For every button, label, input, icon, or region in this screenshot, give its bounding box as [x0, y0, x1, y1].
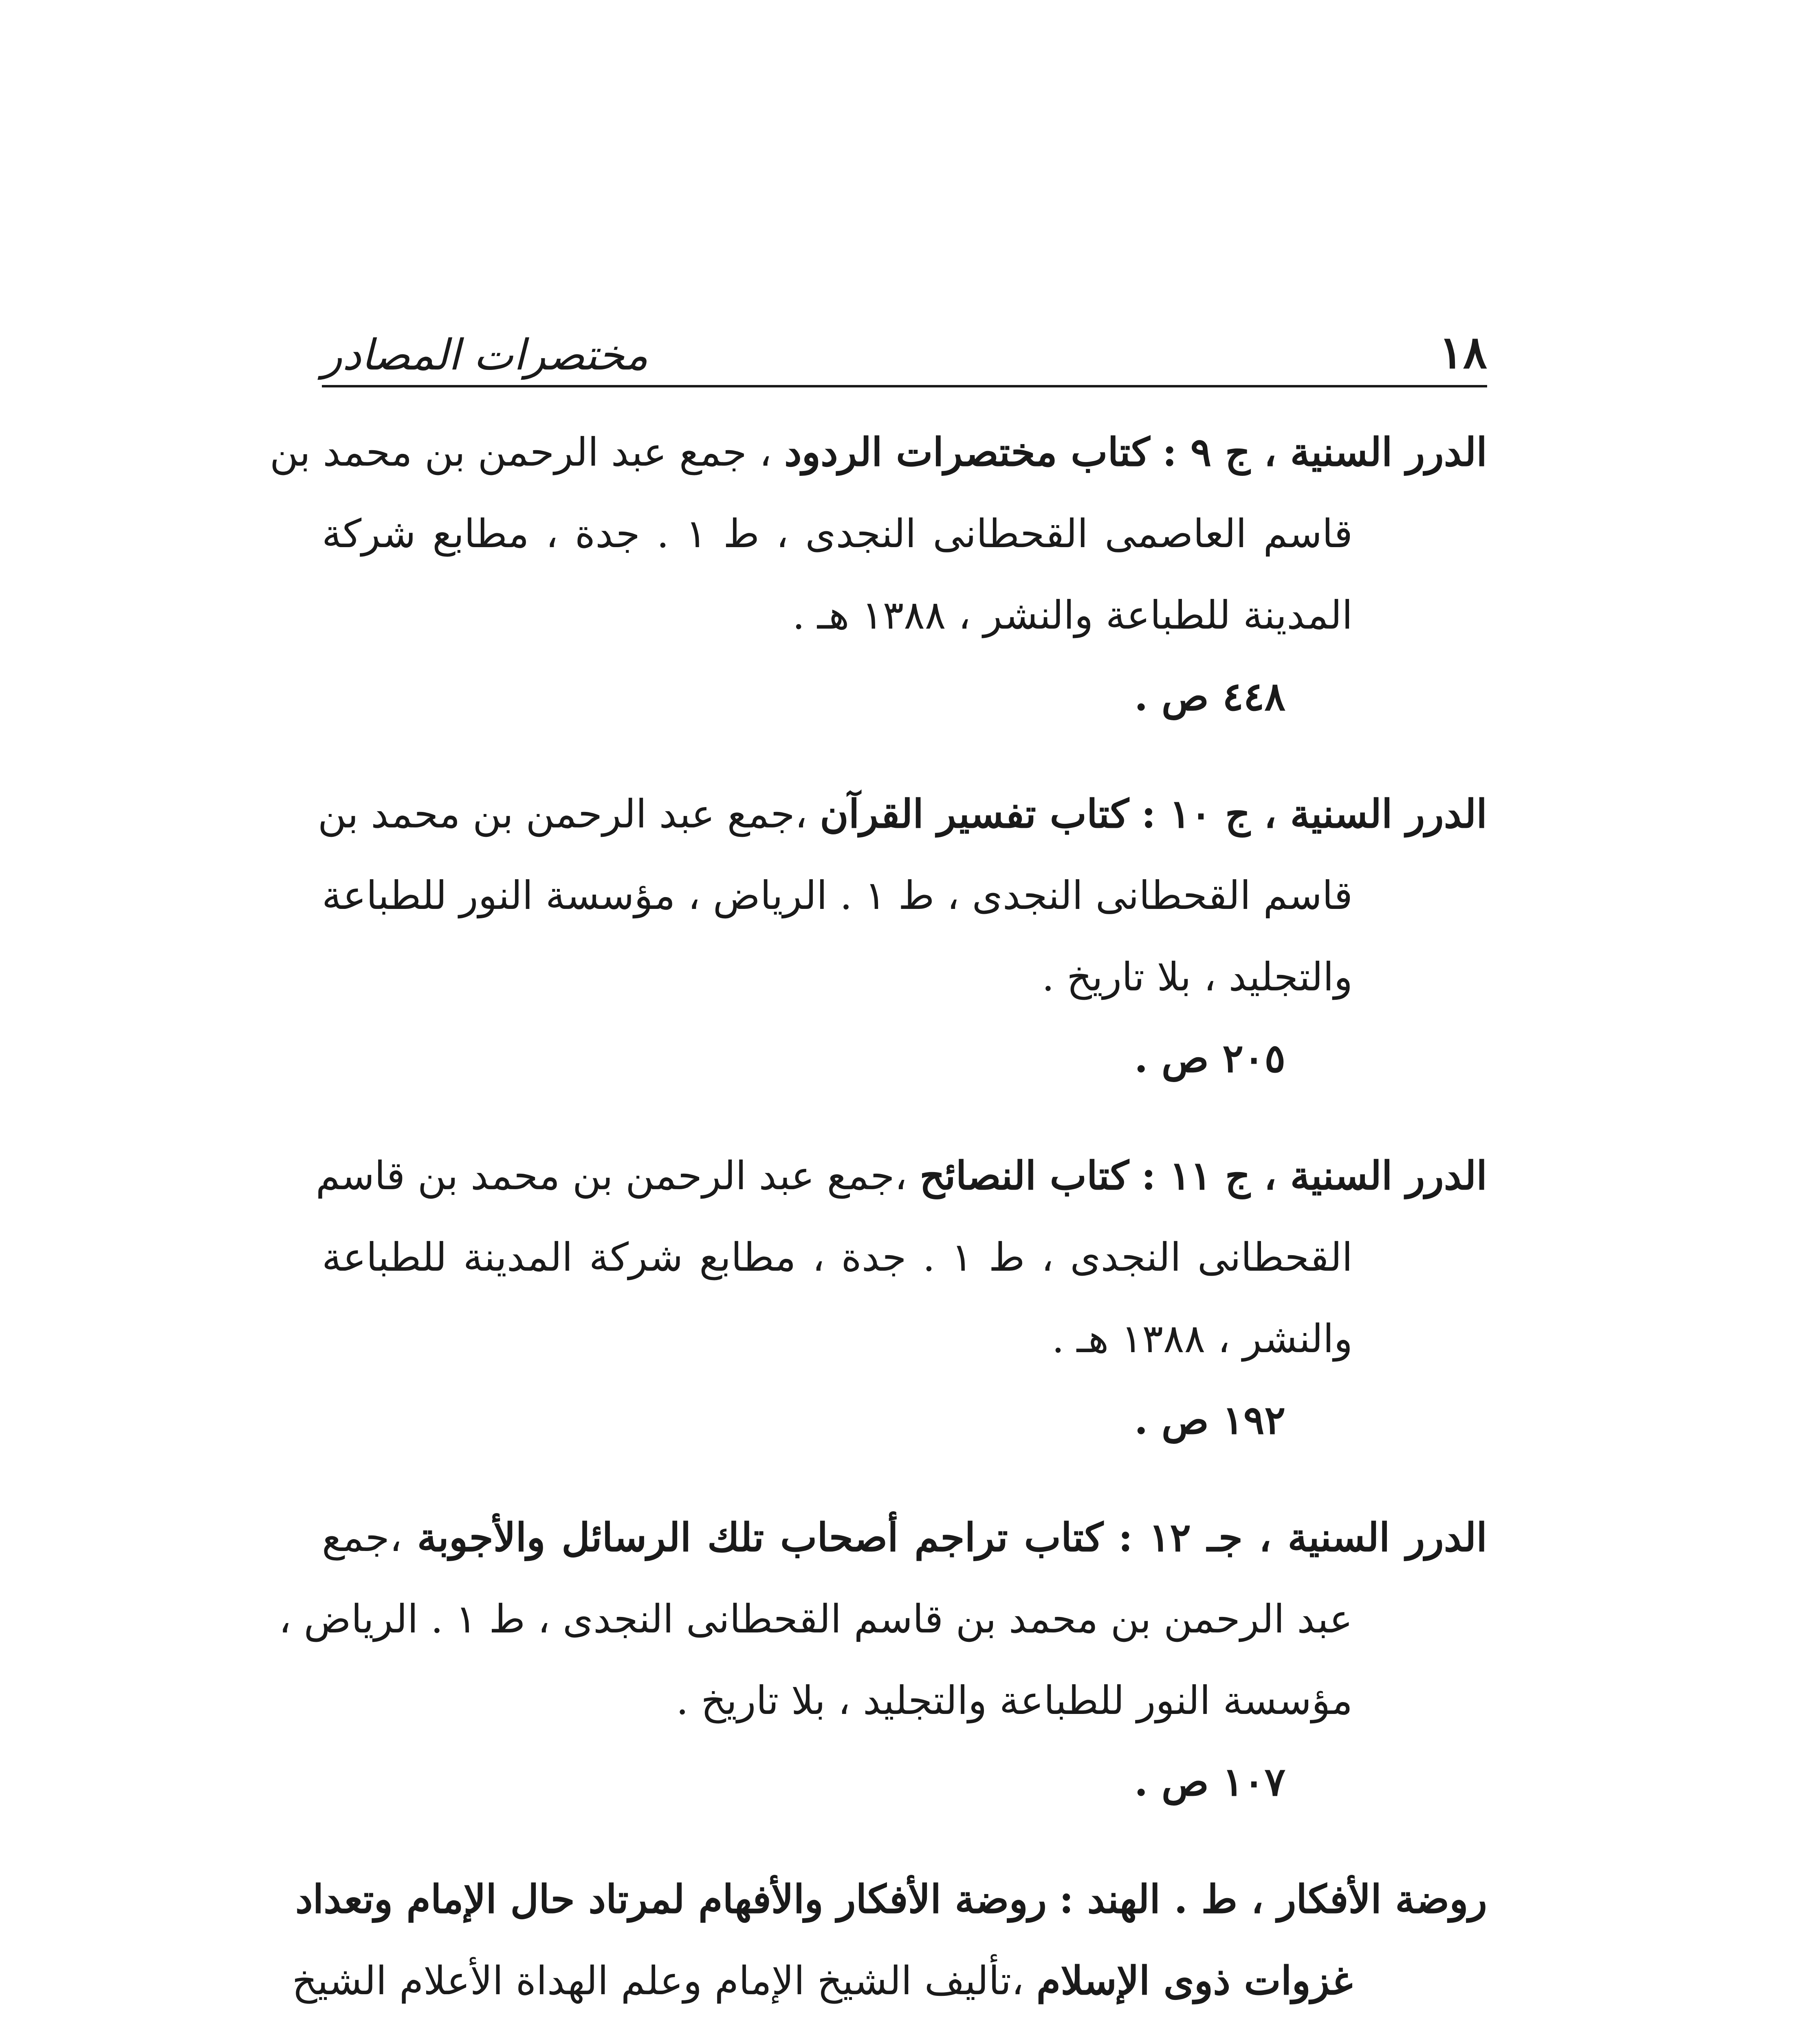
entry-line: القحطانى النجدى ، ط ١ . جدة ، مطابع شركة المدينة للطباعة: [322, 1234, 1353, 1280]
entry-line: والتجليد ، بلا تاريخ .: [1042, 954, 1353, 1000]
entry-source: الدرر السنية ، جـ ١٢ :: [1118, 1514, 1488, 1560]
bibliography-entry: [315, 1135, 1487, 1461]
entry-line: قاسم العاصمى القحطانى النجدى ، ط ١ . جدة ، مطابع شركة: [322, 511, 1353, 557]
entry-first-line: [317, 773, 1487, 855]
entry-title: كتاب تفسير القرآن: [820, 791, 1129, 837]
entry-source: الدرر السنية ، ج ٩ :: [1162, 429, 1487, 475]
entry-first-line: [322, 1497, 1487, 1578]
bibliography-entry: [317, 773, 1487, 1099]
entry-line: [322, 2022, 1353, 2037]
entry-line: عبد الرحمن بن محمد بن قاسم القحطانى النجدى ، ط ١ . الرياض ،: [279, 1596, 1353, 1642]
entry-text: ،جمع: [322, 1515, 402, 1560]
bibliography-entry: [270, 411, 1487, 737]
entry-extent: ١٠٧ ص .: [1134, 1759, 1285, 1805]
entry-source: روضة الأفكار ، ط . الهند :: [1059, 1876, 1487, 1922]
entry-first-line: [270, 411, 1487, 493]
entry-title-continued: غزوات ذوى الإسلام: [1036, 1958, 1353, 2004]
entry-line: المدينة للطباعة والنشر ، ١٣٨٨ هـ .: [792, 592, 1353, 638]
entry-extent: ١٩٢ ص .: [1134, 1397, 1285, 1443]
entry-line: [292, 1940, 1353, 2022]
entry-title: كتاب مختصرات الردود: [784, 429, 1150, 475]
page-header: [322, 322, 1487, 383]
entry-line: قاسم القحطانى النجدى ، ط ١ . الرياض ، مؤسسة النور للطباعة: [322, 873, 1353, 918]
bibliography-entry: [279, 1497, 1488, 1823]
entry-text: ، جمع عبد الرحمن بن محمد بن: [270, 429, 772, 475]
entry-line: والنشر ، ١٣٨٨ هـ .: [1052, 1316, 1353, 1362]
entry-first-line: [315, 1135, 1487, 1216]
bibliography-list: [270, 411, 1488, 2037]
entry-text: ،جمع عبد الرحمن بن محمد بن قاسم: [315, 1153, 907, 1199]
entry-source: الدرر السنية ، ج ١١ :: [1141, 1153, 1487, 1199]
entry-title: كتاب تراجم أصحاب تلك الرسائل والأجوبة: [417, 1514, 1103, 1560]
entry-text: ،جمع عبد الرحمن بن محمد بن: [317, 791, 808, 837]
entry-source: الدرر السنية ، ج ١٠ :: [1141, 791, 1487, 837]
entry-first-line: [295, 1859, 1487, 1940]
entry-title: كتاب النصائح: [920, 1153, 1129, 1199]
entry-extent: ٤٤٨ ص .: [1134, 673, 1285, 719]
page-number: ١٨: [1439, 326, 1487, 378]
header-rule: [322, 385, 1487, 387]
entry-title: روضة الأفكار والأفهام لمرتاد حال الإمام وتعداد: [295, 1876, 1047, 1922]
entry-extent: ٢٠٥ ص .: [1134, 1035, 1285, 1081]
bibliography-entry: [292, 1859, 1487, 2037]
entry-text: ،تأليف الشيخ الإمام وعلم الهداة الأعلام الشيخ: [292, 1958, 1024, 2004]
running-title: مختصرات المصادر: [322, 330, 648, 380]
entry-line: مؤسسة النور للطباعة والتجليد ، بلا تاريخ .: [676, 1678, 1353, 1723]
